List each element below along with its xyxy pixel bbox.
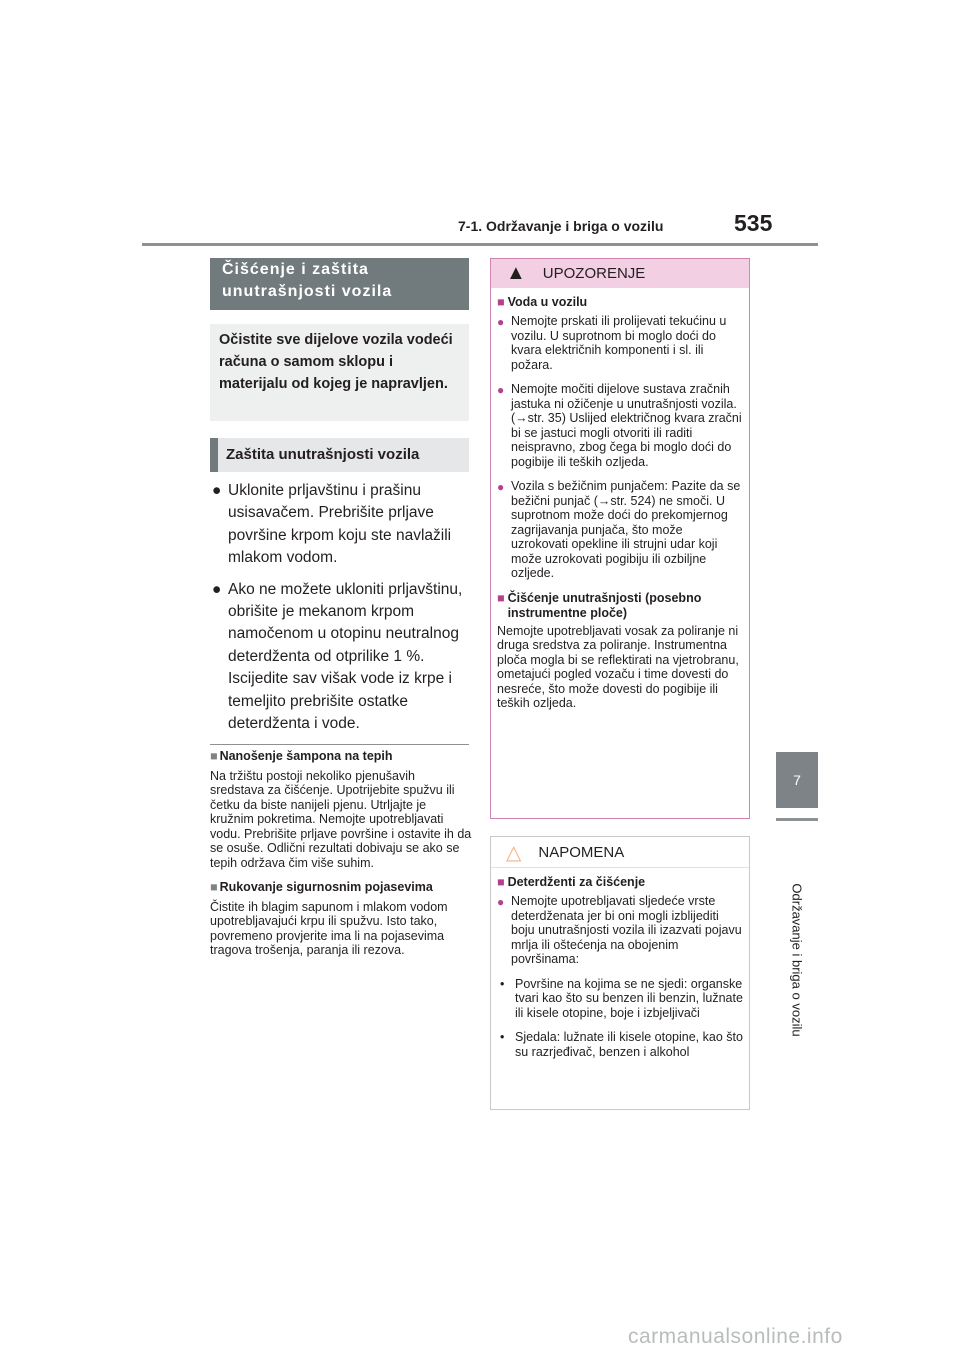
warning-section-title: ■ Čišćenje unutrašnjosti (posebno instrumentne ploče) [497,590,702,620]
warning-body [491,288,749,711]
warning-label: UPOZORENJE [542,265,646,282]
list-item: ● Nemojte prskati ili prolijevati tekućinu u vozilu. U suprotnom bi moglo doći do kvara električnih komponenti i sl. ili požara. [497,314,727,372]
notice-body [491,868,749,1059]
bullet-dot-icon: ● [212,482,222,499]
circle-bullet-icon: ● [497,383,505,397]
circle-bullet-icon: ● [497,895,505,909]
header-divider [142,243,818,246]
list-item: ● Nemojte upotrebljavati sljedeće vrste deterdženata jer bi oni mogli izblijediti boju unutrašnjosti vozila ili izazvati pojavu mrlja ili oštećenja na obojenim površinama: [497,894,742,966]
chapter-tab [776,752,818,808]
page-number: 535 [734,210,773,236]
notice-triangle-icon: △ [506,841,522,864]
warning-header [491,259,749,288]
notice-label: NAPOMENA [538,843,625,861]
dash-bullet-icon: • [500,1030,505,1044]
sub-heading: Zaštita unutrašnjosti vozila [210,438,469,472]
bullet-dot-icon: ● [212,580,222,598]
square-bullet-icon: ■ [497,875,505,889]
square-bullet-icon: ■ [497,590,505,605]
list-item: ● Nemojte močiti dijelove sustava zračnih jastuka ni ožičenje u unutrašnjosti vozila. (→str. 35) Uslijed električnog kvara zračni bi se jastuci mogli otvoriti ili raditi neispravno, zbog čega bi moglo doći do pogibije ili teških ozljeda. [497,382,742,469]
info-notes [210,749,472,968]
list-item: ● Uklonite prljavštinu i prašinu usisavačem. Prebrišite prljave površine krpom koju ste navlažili mlakom vodom. [212,482,452,567]
notice-header [491,837,749,868]
chapter-number: 7 [793,772,801,788]
note-title: ■ Nanošenje šampona na tepih [210,749,393,763]
main-heading: Čišćenje i zaštita unutrašnjosti vozila [210,258,469,310]
warning-section-body: Nemojte upotrebljavati vosak za poliranje ni druga sredstva za poliranje. Instrumentna ploča mogla bi se reflektirati na vjetrobranu, ometajući pogled vozaču i time dovesti do nesreće, što može dovesti do pogibije ili teških ozljeda. [497,623,739,710]
circle-bullet-icon: ● [497,315,505,329]
warning-section-title: ■ Voda u vozilu [497,295,588,309]
list-item: • Površine na kojima se ne sjedi: organske tvari kao što su benzen ili benzin, lužnate ili kisele otopine, boje i izbjeljivači [500,976,743,1020]
list-item: ● Ako ne možete ukloniti prljavštinu, obrišite je mekanom krpom namočenom u otopinu neutralnog deterdženta od otprilike 1 %. Iscijedite sav višak vode iz krpe i temeljito prebrišite ostatke deterdženta i vode. [212,580,463,733]
section-header: 7-1. Održavanje i briga o vozilu [458,218,664,234]
intro-box: Očistite sve dijelove vozila vodeći računa o samom sklopu i materijalu od kojeg je napravljen. [210,324,469,421]
circle-bullet-icon: ● [497,480,505,494]
chapter-tab-divider [776,818,818,821]
square-bullet-icon: ■ [210,880,218,894]
list-item: • Sjedala: lužnate ili kisele otopine, kao što su razrjeđivač, benzen i alkohol [500,1030,743,1059]
notice-box [490,836,750,1110]
warning-triangle-icon: ▲ [506,262,526,284]
chapter-title-vertical: Održavanje i briga o vozilu [789,883,805,1037]
note-body: Na tržištu postoji nekoliko pjenušavih sredstava za čišćenje. Upotrijebite spužvu ili četku da biste nanijeli pjenu. Utrljajte je kružnim pokretima. Nemojte upotrebljavati vodu. Prebrišite prljave površine i ostavite ih da se osuše. Odlični rezultati dobivaju se ako se tepih održava čim više suhim. [210,768,472,870]
note-title: ■ Rukovanje sigurnosnim pojasevima [210,880,433,894]
bullet-list [210,480,472,744]
dash-bullet-icon: • [500,976,505,991]
square-bullet-icon: ■ [497,295,505,309]
warning-box [490,258,750,819]
notice-section-title: ■ Deterdženti za čišćenje [497,875,646,889]
note-body: Čistite ih blagim sapunom i mlakom vodom upotrebljavajući krpu ili spužvu. Isto tako, povremeno provjerite ima li na pojasevima tragova trošenja, paranja ili rezova. [210,899,448,957]
list-item: ● Vozila s bežičnim punjačem: Pazite da se bežični punjač (→str. 524) ne smoči. U suprotnom može doći do prekomjernog zagrijavanja punjača, što može uzrokovati opekline ili strujni udar koji može uzrokovati pogibiju ili ozbiljne ozljede. [497,479,741,580]
notes-divider [210,744,469,745]
square-bullet-icon: ■ [210,749,218,763]
watermark: carmanualsonline.info [628,1325,843,1348]
